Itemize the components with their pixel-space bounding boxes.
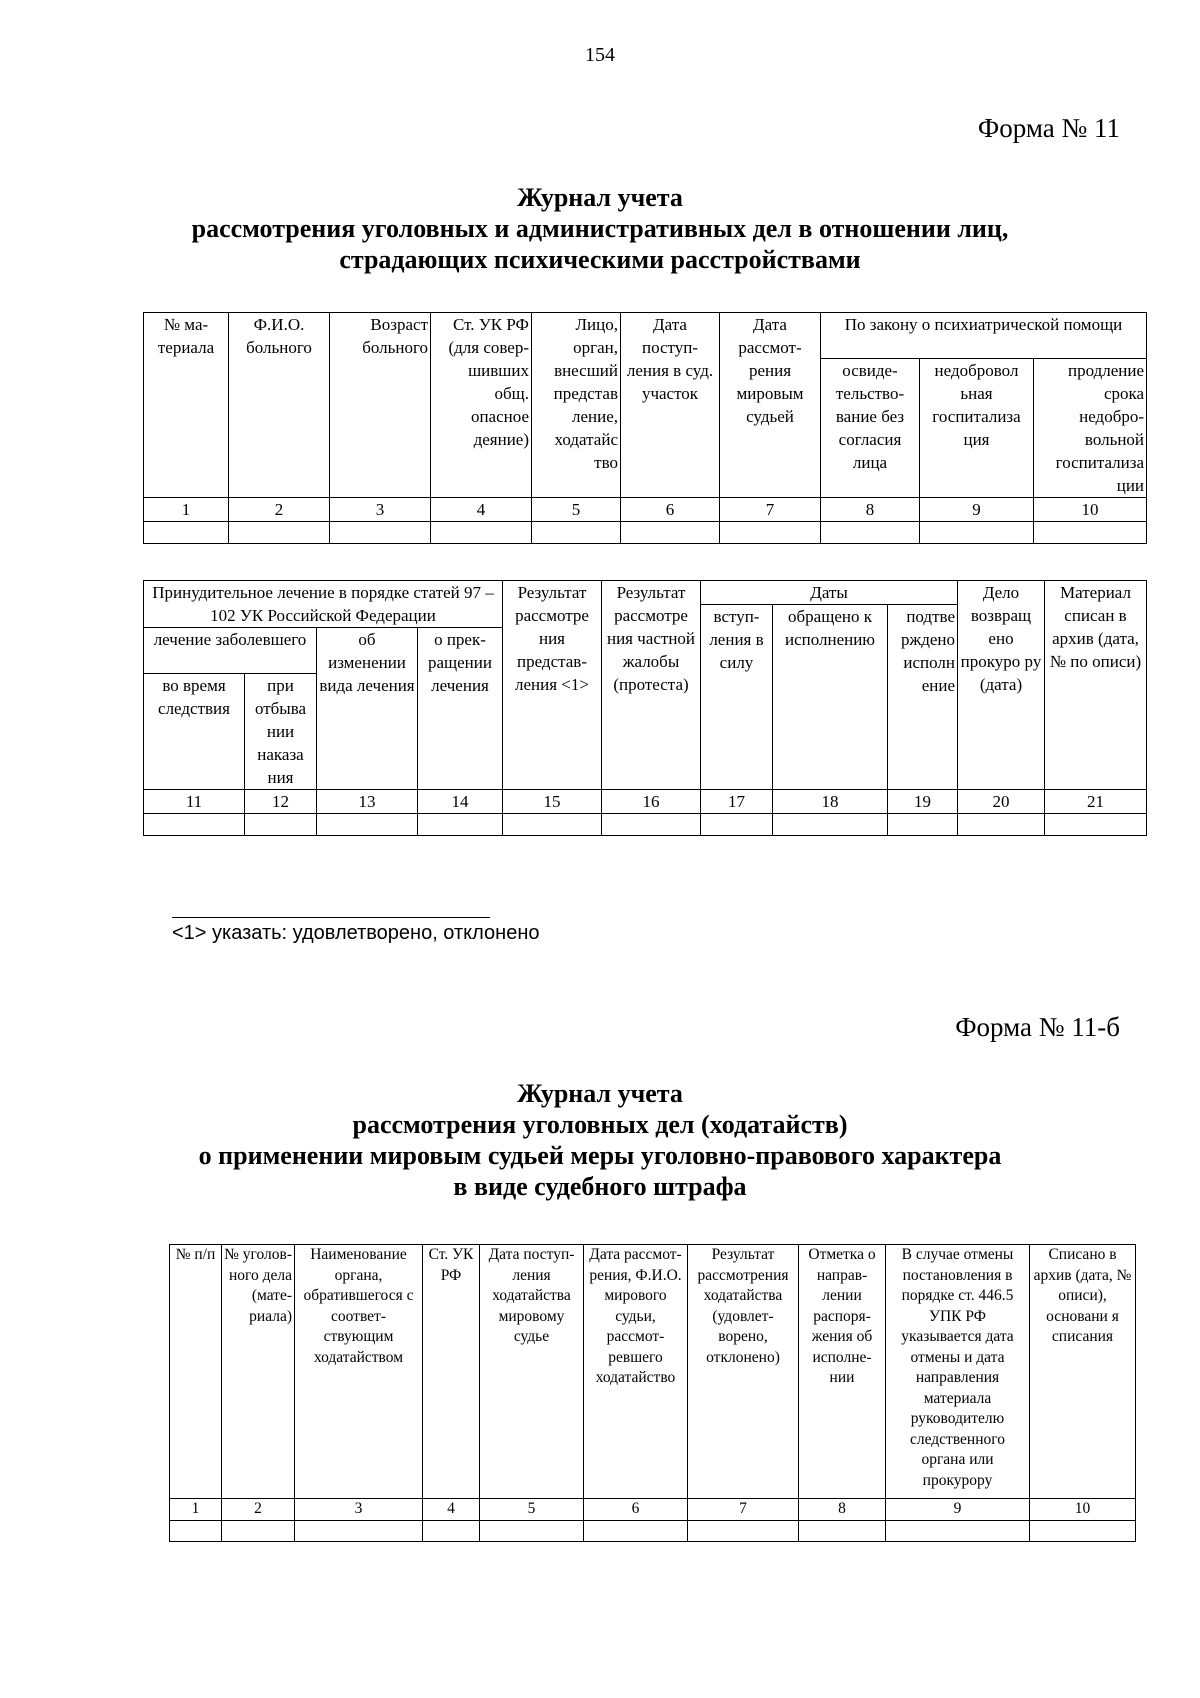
empty-cell[interactable] <box>317 814 418 836</box>
header-result-complaint: Результат рассмотре ния частной жалобы (протеста) <box>602 581 701 790</box>
empty-cell[interactable] <box>1034 522 1147 544</box>
header-review-date: Дата рассмот-рения мировым судьей <box>720 313 821 498</box>
column-number: 1 <box>170 1499 222 1521</box>
title-line: рассмотрения уголовных и административных дел в отношении лиц, <box>191 214 1009 243</box>
column-number: 8 <box>799 1499 886 1521</box>
title-line: Журнал учета <box>517 183 683 212</box>
header-examination-without-consent: освиде-тельство-вание без согласия лица <box>821 359 920 498</box>
column-number: 17 <box>701 790 773 814</box>
header-patient-name: Ф.И.О. больного <box>229 313 330 498</box>
empty-cell[interactable] <box>799 1520 886 1541</box>
title-line: страдающих психическими расстройствами <box>339 245 861 274</box>
header-termination-of-treatment: о прек-ращении лечения <box>418 628 503 790</box>
column-number: 6 <box>621 498 720 522</box>
header-hospitalization-extension: продление срока недобро-вольной госпитализа ции <box>1034 359 1147 498</box>
empty-cell[interactable] <box>886 1520 1030 1541</box>
header-patient-age: Возраст больного <box>330 313 431 498</box>
form-11-table-1 <box>143 312 1147 544</box>
empty-cell[interactable] <box>688 1520 799 1541</box>
header-result-submission: Результат рассмотре ния представ-ления <1> <box>503 581 602 790</box>
column-number: 3 <box>295 1499 423 1521</box>
header-applicant-body: Наименование органа, обратившегося с соответ-ствующим ходатайством <box>295 1245 423 1499</box>
column-number: 10 <box>1034 498 1147 522</box>
column-number: 10 <box>1030 1499 1136 1521</box>
form-11-table-2 <box>143 580 1147 836</box>
empty-cell[interactable] <box>958 814 1045 836</box>
column-number: 20 <box>958 790 1045 814</box>
column-number: 9 <box>920 498 1034 522</box>
empty-cell[interactable] <box>920 522 1034 544</box>
title-line: в виде судебного штрафа <box>453 1172 747 1201</box>
header-archived: Материал списан в архив (дата, № по описи) <box>1045 581 1147 790</box>
column-number: 8 <box>821 498 920 522</box>
empty-cell[interactable] <box>245 814 317 836</box>
table-row <box>170 1520 1136 1541</box>
column-number: 16 <box>602 790 701 814</box>
form-11b-label: Форма № 11-б <box>955 1012 1120 1042</box>
header-treatment-of-patient: лечение заболевшего <box>144 628 317 674</box>
header-sent-to-execution: обращено к исполнению <box>773 605 888 790</box>
form-11b-table <box>169 1244 1136 1542</box>
empty-cell[interactable] <box>144 522 229 544</box>
header-archived: Списано в архив (дата, № описи), основани я списания <box>1030 1245 1136 1499</box>
header-execution-order-mark: Отметка о направ-лении распоря-жения об исполне-нии <box>799 1245 886 1499</box>
column-number: 7 <box>688 1499 799 1521</box>
empty-cell[interactable] <box>222 1520 295 1541</box>
empty-cell[interactable] <box>144 814 245 836</box>
table-row <box>144 522 1147 544</box>
header-review-date-judge: Дата рассмот-рения, Ф.И.О. мирового судьи, рассмот-ревшего ходатайство <box>584 1245 688 1499</box>
empty-cell[interactable] <box>423 1520 480 1541</box>
header-during-investigation: во время следствия <box>144 674 245 790</box>
column-number: 4 <box>431 498 532 522</box>
header-receipt-date: Дата поступ-ления в суд. участок <box>621 313 720 498</box>
empty-cell[interactable] <box>1045 814 1147 836</box>
empty-cell[interactable] <box>503 814 602 836</box>
column-number: 2 <box>229 498 330 522</box>
column-number: 6 <box>584 1499 688 1521</box>
header-change-of-treatment: об изменении вида лечения <box>317 628 418 790</box>
form-11-title <box>0 182 1200 275</box>
empty-cell[interactable] <box>532 522 621 544</box>
header-petition-receipt-date: Дата поступ-ления ходатайства мировому судье <box>480 1245 584 1499</box>
header-returned-to-prosecutor: Дело возвращ ено прокуро ру (дата) <box>958 581 1045 790</box>
form-11b-title <box>0 1078 1200 1202</box>
column-number: 12 <box>245 790 317 814</box>
column-number: 15 <box>503 790 602 814</box>
header-involuntary-hospitalization: недобровол ьная госпитализа ция <box>920 359 1034 498</box>
header-entry-into-force: вступ-ления в силу <box>701 605 773 790</box>
footnote-rule <box>172 917 490 918</box>
column-number: 9 <box>886 1499 1030 1521</box>
header-row-number: № п/п <box>170 1245 222 1499</box>
empty-cell[interactable] <box>431 522 532 544</box>
header-during-sentence: при отбыва нии наказа ния <box>245 674 317 790</box>
header-forced-treatment-group: Принудительное лечение в порядке статей 97 – 102 УК Российской Федерации <box>144 581 503 628</box>
column-number: 3 <box>330 498 431 522</box>
header-psychiatric-law-group: По закону о психиатрической помощи <box>821 313 1147 359</box>
empty-cell[interactable] <box>1030 1520 1136 1541</box>
column-number: 2 <box>222 1499 295 1521</box>
header-execution-confirmed: подтве рждено исполн ение <box>888 605 958 790</box>
empty-cell[interactable] <box>330 522 431 544</box>
column-number: 21 <box>1045 790 1147 814</box>
column-number: 13 <box>317 790 418 814</box>
column-number: 11 <box>144 790 245 814</box>
header-cancellation-info: В случае отмены постановления в порядке ст. 446.5 УПК РФ указывается дата отмены и дата направления материала руководителю следственного органа или прокурору <box>886 1245 1030 1499</box>
title-line: Журнал учета <box>517 1079 683 1108</box>
column-number: 7 <box>720 498 821 522</box>
empty-cell[interactable] <box>821 522 920 544</box>
title-line: о применении мировым судьей меры уголовно-правового характера <box>198 1141 1002 1170</box>
header-case-number: № уголов-ного дела (мате-риала) <box>222 1245 295 1499</box>
column-number: 1 <box>144 498 229 522</box>
page-number: 154 <box>585 44 615 66</box>
empty-cell[interactable] <box>621 522 720 544</box>
empty-cell[interactable] <box>418 814 503 836</box>
table-row <box>144 814 1147 836</box>
column-number: 18 <box>773 790 888 814</box>
header-criminal-code-article: Ст. УК РФ (для совер-шивших общ. опасное деяние) <box>431 313 532 498</box>
form-11-label: Форма № 11 <box>977 113 1120 143</box>
footnote: <1> указать: удовлетворено, отклонено <box>172 922 540 944</box>
empty-cell[interactable] <box>584 1520 688 1541</box>
header-submitting-body: Лицо, орган, внесший представ ление, ходатайс тво <box>532 313 621 498</box>
column-number: 14 <box>418 790 503 814</box>
empty-cell[interactable] <box>229 522 330 544</box>
empty-cell[interactable] <box>170 1520 222 1541</box>
empty-cell[interactable] <box>602 814 701 836</box>
header-petition-result: Результат рассмотрения ходатайства (удовлет-ворено, отклонено) <box>688 1245 799 1499</box>
empty-cell[interactable] <box>295 1520 423 1541</box>
empty-cell[interactable] <box>773 814 888 836</box>
title-line: рассмотрения уголовных дел (ходатайств) <box>352 1110 848 1139</box>
empty-cell[interactable] <box>701 814 773 836</box>
header-criminal-code-article: Ст. УК РФ <box>423 1245 480 1499</box>
empty-cell[interactable] <box>480 1520 584 1541</box>
header-dates-group: Даты <box>701 581 958 605</box>
column-number: 4 <box>423 1499 480 1521</box>
column-number: 19 <box>888 790 958 814</box>
empty-cell[interactable] <box>888 814 958 836</box>
header-material-number: № ма-териала <box>144 313 229 498</box>
empty-cell[interactable] <box>720 522 821 544</box>
column-number: 5 <box>480 1499 584 1521</box>
column-number: 5 <box>532 498 621 522</box>
